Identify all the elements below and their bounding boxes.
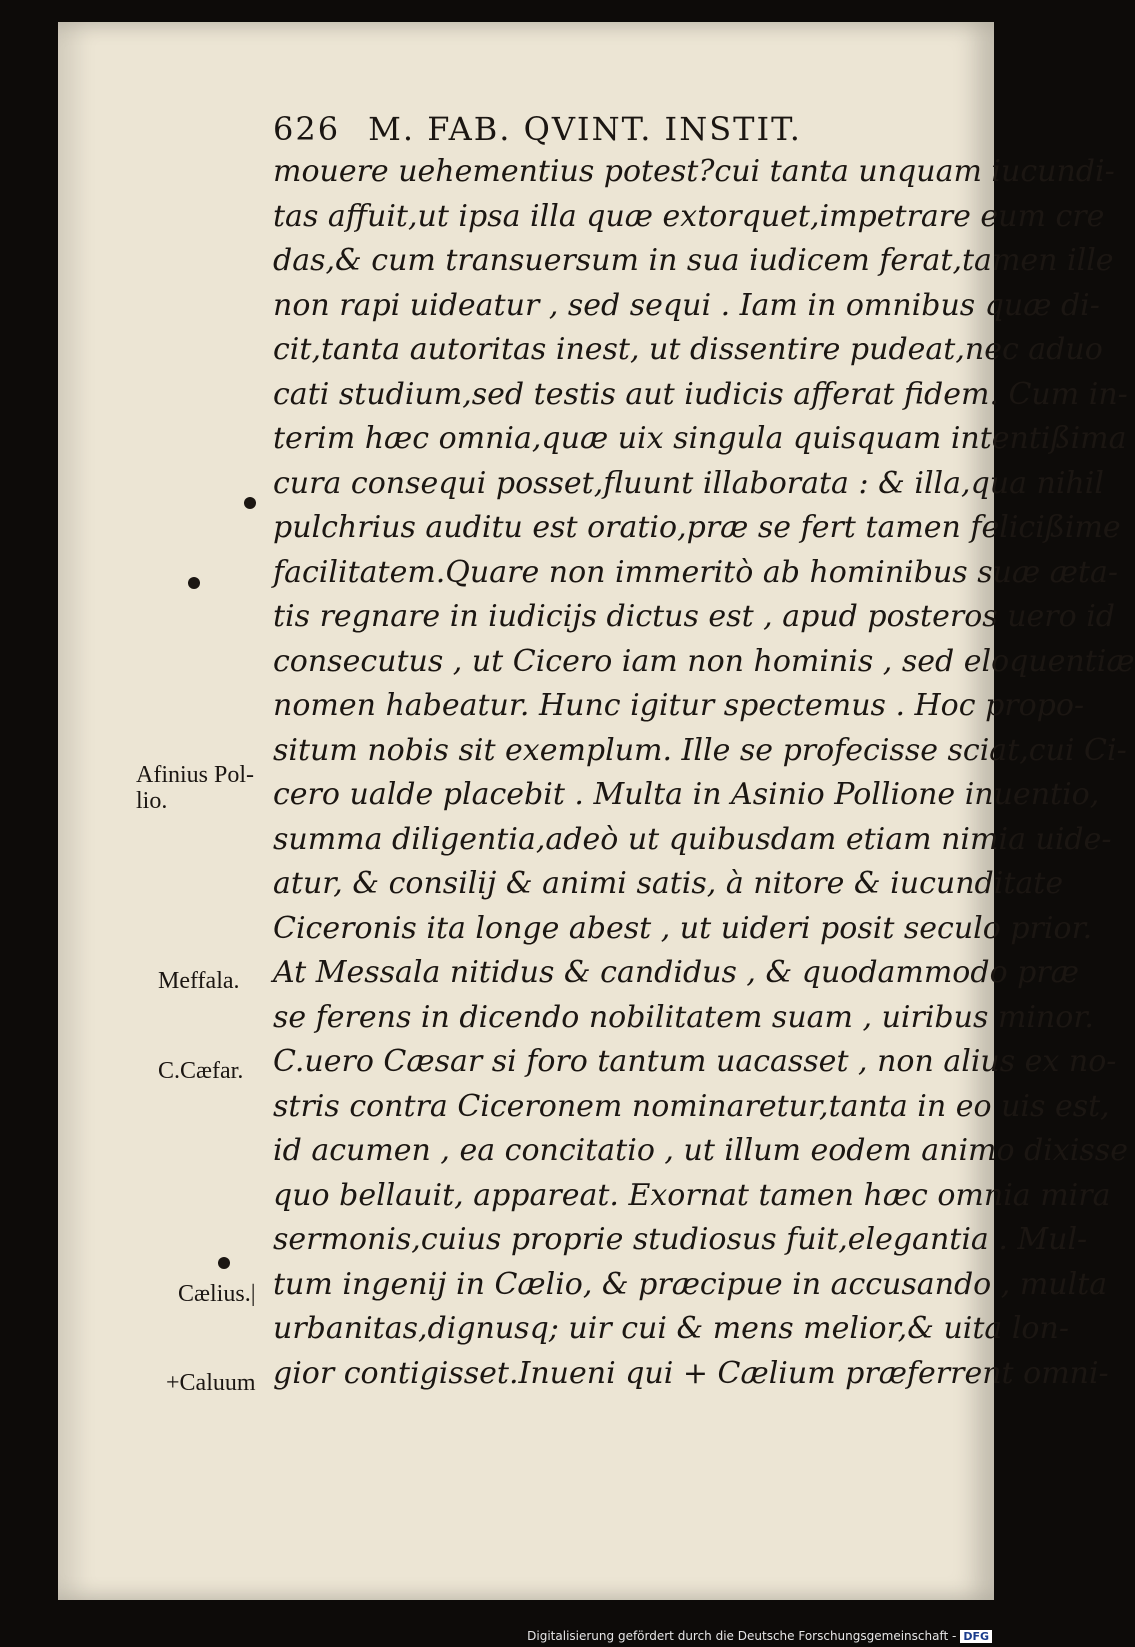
page-header (273, 110, 893, 148)
page-number: 626 (273, 110, 341, 148)
text-line: consecutus , ut Cicero iam non hominis , sed eloquentiæ (273, 643, 1135, 679)
body-text (273, 150, 1135, 1396)
text-line: das,& cum transuersum in sua iudicem ferat,tamen ille (273, 243, 1114, 278)
text-line: cati studium,sed testis aut iudicis afferat fidem. Cum in- (273, 376, 1128, 412)
text-line: tum ingenij in Cælio, & præcipue in accusando , multa (273, 1266, 1108, 1302)
digitization-credit (527, 1629, 992, 1643)
text-line: atur, & consilij & animi satis, à nitore & iucunditate (273, 866, 1064, 901)
text-line: cit,tanta autoritas inest, ut dissentire pudeat,nec aduo (273, 332, 1103, 367)
margin-note-caluum: +Caluum (166, 1370, 256, 1396)
dfg-logo: DFG (960, 1630, 992, 1643)
text-line: nomen habeatur. Hunc igitur spectemus . Hoc propo- (273, 688, 1085, 723)
text-line: gior contigisset.Inueni qui + Cælium præferrent omni- (273, 1355, 1109, 1391)
text-line: summa diligentia,adeò ut quibusdam etiam nimia uide- (273, 821, 1112, 857)
text-line: non rapi uideatur , sed sequi . Iam in omnibus quæ di- (273, 287, 1100, 323)
margin-note-caesar: C.Cæfar. (158, 1058, 244, 1084)
text-line: se ferens in dicendo nobilitatem suam , uiribus minor. (273, 999, 1094, 1035)
ink-dot (244, 497, 256, 509)
text-line: urbanitas,dignusq; uir cui & mens melior,& uita lon- (273, 1311, 1069, 1346)
text-line: quo bellauit, appareat. Exornat tamen hæc omnia mira (273, 1177, 1111, 1213)
margin-note-messala: Meffala. (158, 968, 240, 994)
text-line: mouere uehementius potest?cui tanta unquam iucundi- (273, 154, 1115, 189)
ink-dot (218, 1257, 230, 1269)
text-line: terim hæc omnia,quæ uix singula quisquam intentißima (273, 421, 1127, 456)
text-line: At Messala nitidus & candidus , & quodammodo præ (273, 955, 1079, 990)
text-line: cero ualde placebit . Multa in Asinio Pollione inuentio, (273, 777, 1100, 812)
text-line: id acumen , ea concitatio , ut illum eodem animo dixisse (273, 1133, 1128, 1168)
margin-note-caelius: Cælius.| (178, 1281, 256, 1307)
text-line: sermonis,cuius proprie studiosus fuit,elegantia . Mul- (273, 1222, 1088, 1257)
margin-note-asinius (136, 762, 254, 814)
ink-dot (188, 577, 200, 589)
text-line: situm nobis sit exemplum. Ille se profecisse sciat,cui Ci- (273, 732, 1127, 768)
text-line: stris contra Ciceronem nominaretur,tanta in eo uis est, (273, 1088, 1110, 1124)
text-line: cura consequi posset,fluunt illaborata : & illa,qua nihil (273, 465, 1104, 501)
text-line: C.uero Cæsar si foro tantum uacasset , non alius ex no- (273, 1044, 1117, 1079)
margin-note-line: Afinius Pol- (136, 762, 255, 788)
book-page (58, 22, 1135, 1600)
credit-text: Digitalisierung gefördert durch die Deutsche Forschungsgemeinschaft - (527, 1629, 957, 1643)
running-title: M. FAB. QVINT. INSTIT. (368, 110, 802, 148)
text-line: pulchrius auditu est oratio,præ se fert tamen felicißime (273, 510, 1121, 545)
text-line: Ciceronis ita longe abest , ut uideri posit seculo prior. (273, 910, 1093, 946)
text-line: facilitatem.Quare non immeritò ab hominibus suæ æta- (273, 554, 1118, 590)
text-line: tas affuit,ut ipsa illa quæ extorquet,impetrare eum cre (273, 198, 1105, 234)
margin-note-line: lio. (136, 788, 168, 814)
text-line: tis regnare in iudicijs dictus est , apud posteros uero id (273, 599, 1116, 634)
